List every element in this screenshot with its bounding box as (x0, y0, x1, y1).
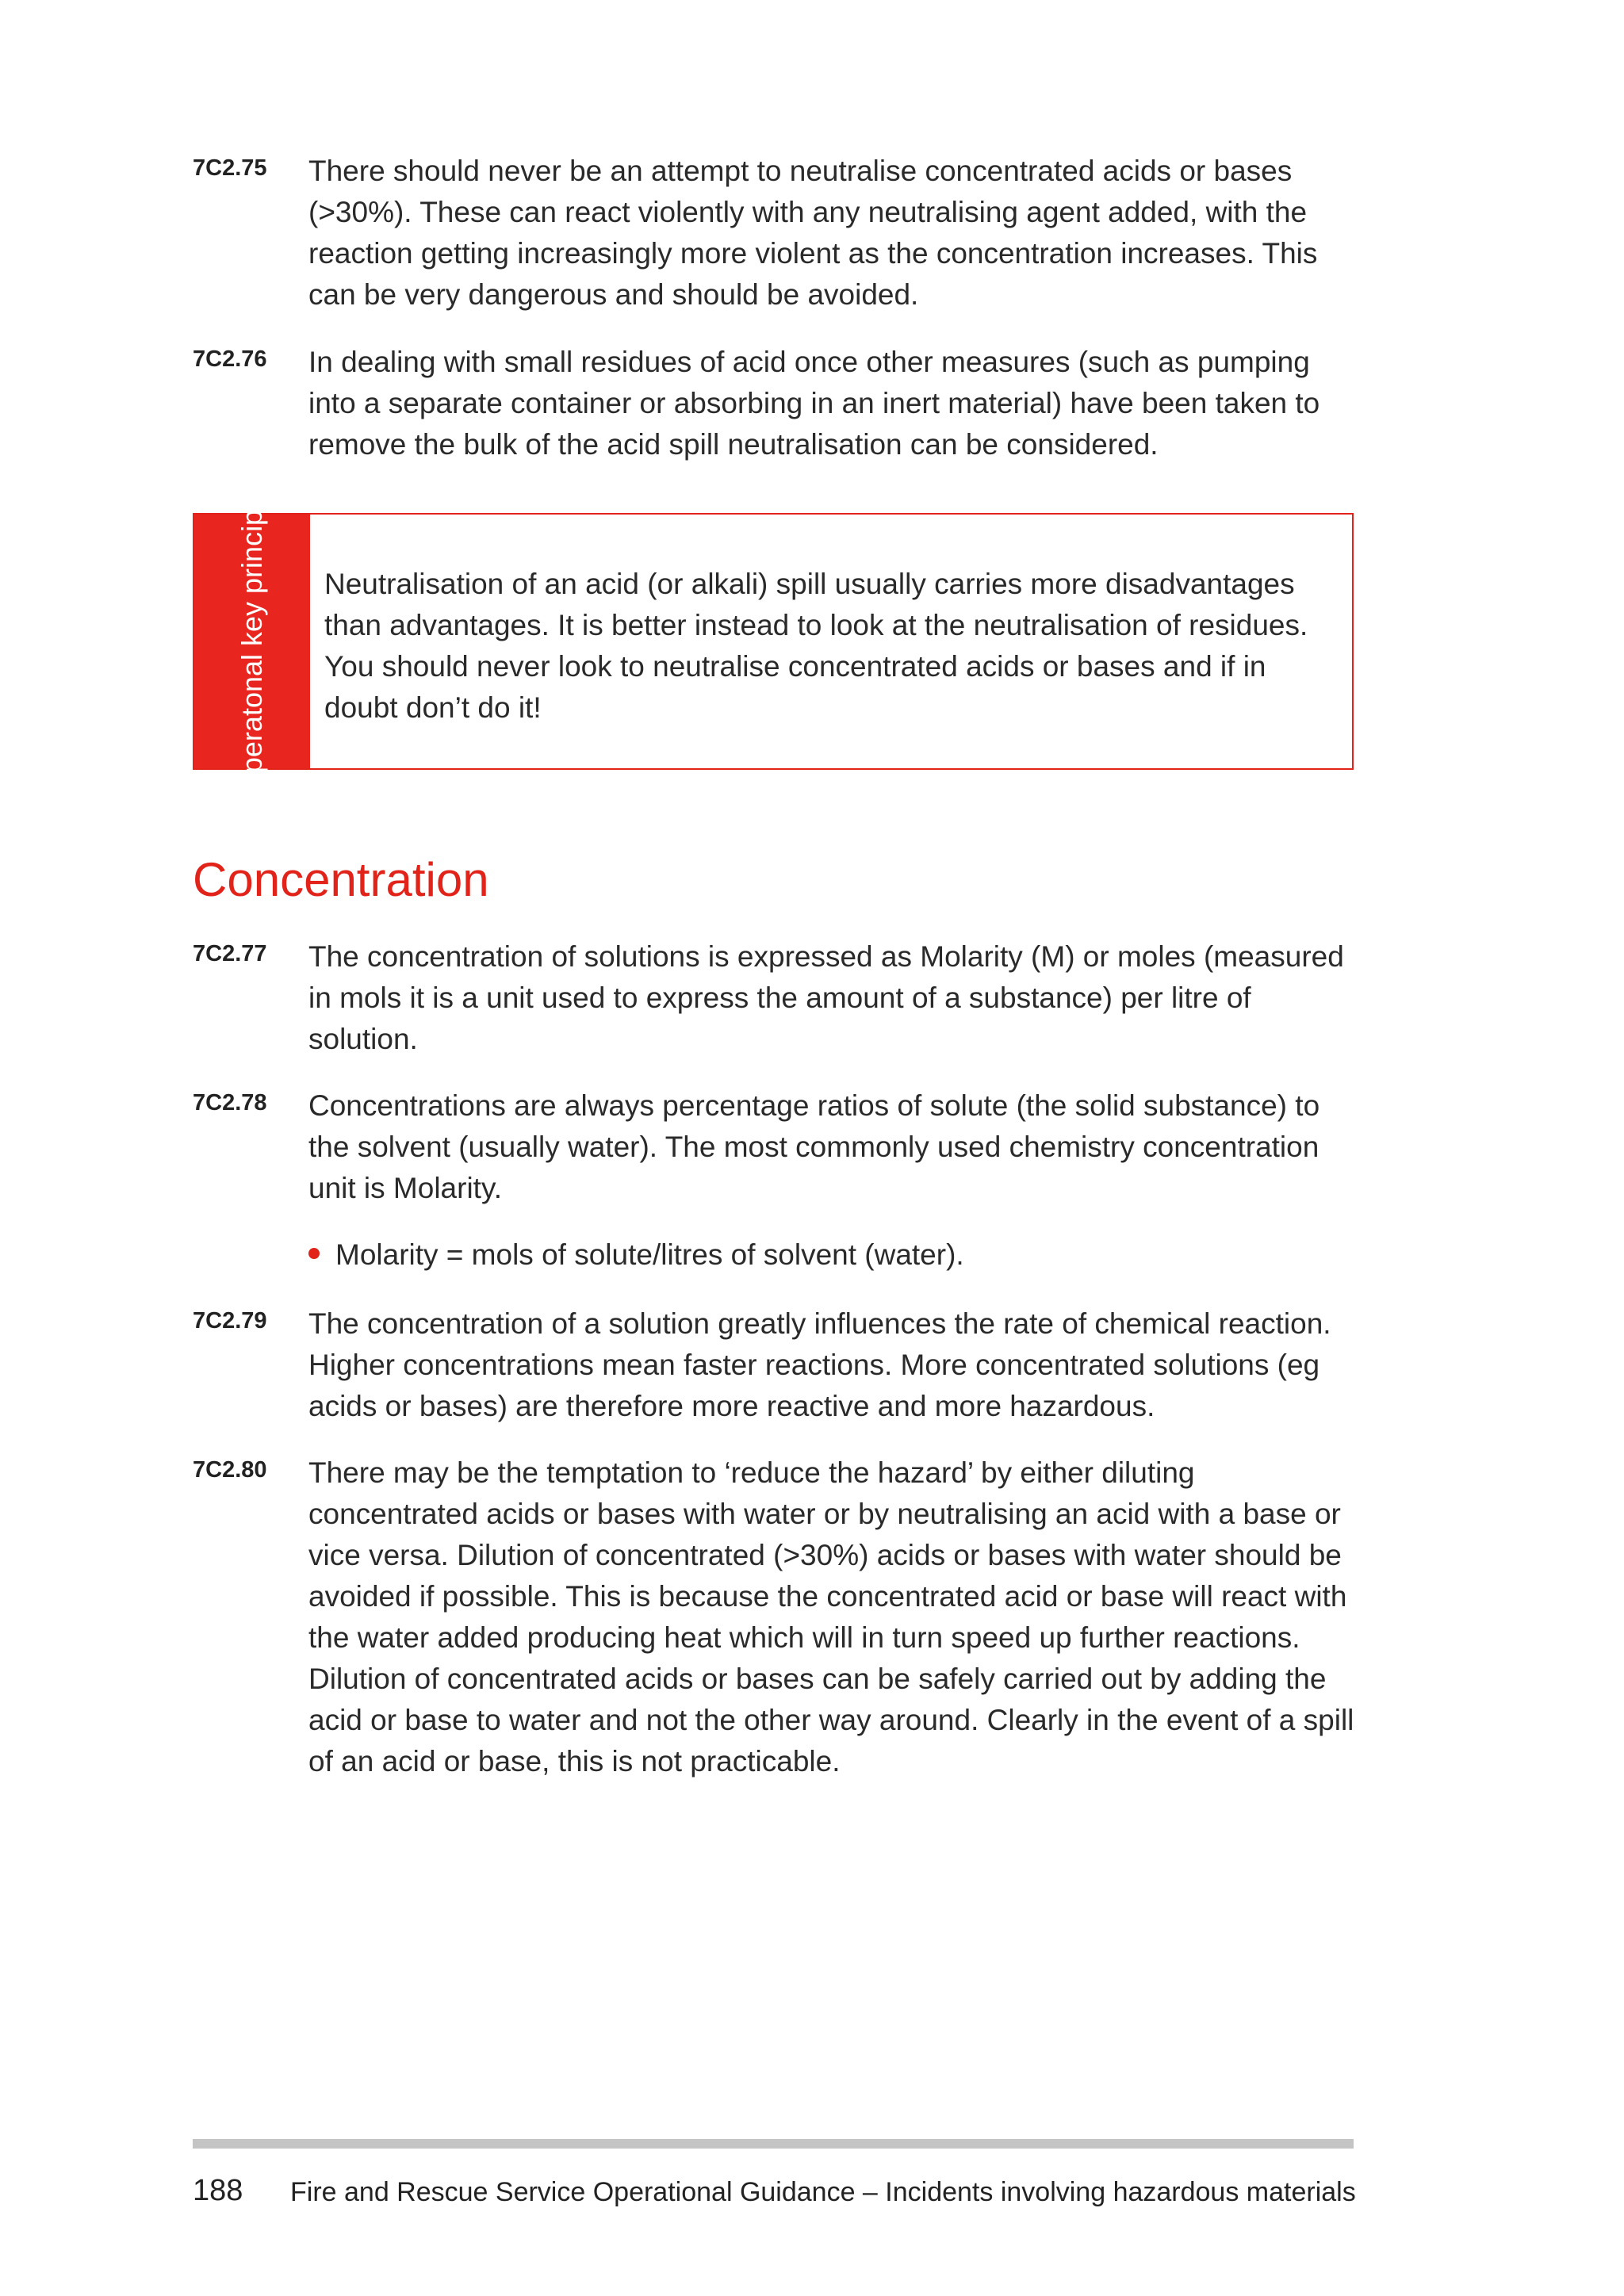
operational-key-principle-box (193, 487, 1354, 796)
paragraph-number: 7C2.76 (193, 346, 267, 372)
paragraph-text: The concentration of a solution greatly influences the rate of chemical reaction. Higher concentrations mean faster reactions. More concentrated solutions (eg acids or bases) are therefore more reactive and more hazardous. (308, 1307, 1331, 1422)
paragraph-7c2-78 (193, 1085, 1358, 1209)
bullet-dot-icon (308, 1248, 320, 1259)
paragraph-text: There should never be an attempt to neutralise concentrated acids or bases (>30%). These can react violently with any neutralising agent added, with the reaction getting increasingly more violent as the concentration increases. This can be very dangerous and should be avoided. (308, 155, 1318, 311)
key-principle-tab-label: Operatonal key principle (236, 487, 268, 796)
paragraph-number: 7C2.79 (193, 1308, 267, 1334)
paragraph-number: 7C2.78 (193, 1090, 267, 1115)
key-principle-text: Neutralisation of an acid (or alkali) spill usually carries more disadvantages than advantages. It is better instead to look at the neutralisation of residues. You should never look to neutralise concentrated acids or bases and if in doubt don’t do it! (324, 568, 1308, 724)
page-number: 188 (193, 2174, 243, 2207)
footer-divider (193, 2139, 1354, 2149)
paragraph-text: Concentrations are always percentage ratios of solute (the solid substance) to the solvent (usually water). The most commonly used chemistry concentration unit is Molarity. (308, 1089, 1320, 1204)
bullet-item (308, 1234, 1339, 1276)
paragraph-7c2-75 (193, 151, 1358, 316)
paragraph-7c2-76 (193, 342, 1358, 465)
paragraph-number: 7C2.80 (193, 1457, 267, 1483)
section-heading: Concentration (193, 853, 489, 906)
paragraph-number: 7C2.75 (193, 155, 267, 181)
paragraph-text: The concentration of solutions is expressed as Molarity (M) or moles (measured in mols it is a unit used to express the amount of a substance) per litre of solution. (308, 940, 1344, 1055)
paragraph-7c2-79 (193, 1303, 1358, 1427)
bullet-text: Molarity = mols of solute/litres of solvent (water). (335, 1238, 964, 1271)
paragraph-7c2-80 (193, 1452, 1358, 1782)
key-principle-tab (194, 487, 310, 796)
footer-title: Fire and Rescue Service Operational Guidance – Incidents involving hazardous materials (290, 2177, 1356, 2207)
paragraph-7c2-77 (193, 936, 1358, 1060)
paragraph-number: 7C2.77 (193, 941, 267, 966)
paragraph-text: There may be the temptation to ‘reduce the hazard’ by either diluting concentrated acids or bases with water or by neutralising an acid with a base or vice versa. Dilution of concentrated (>30%) acids or bases with water should be avoided if possible. This is because the concentrated acid or base will react with the water added producing heat which will in turn speed up further reactions. Dilution of concentrated acids or bases can be safely carried out by adding the acid or base to water and not the other way around. Clearly in the event of a spill of an acid or base, this is not practicable. (308, 1456, 1354, 1777)
paragraph-text: In dealing with small residues of acid once other measures (such as pumping into a separate container or absorbing in an inert material) have been taken to remove the bulk of the acid spill neutralisation can be considered. (308, 346, 1320, 461)
